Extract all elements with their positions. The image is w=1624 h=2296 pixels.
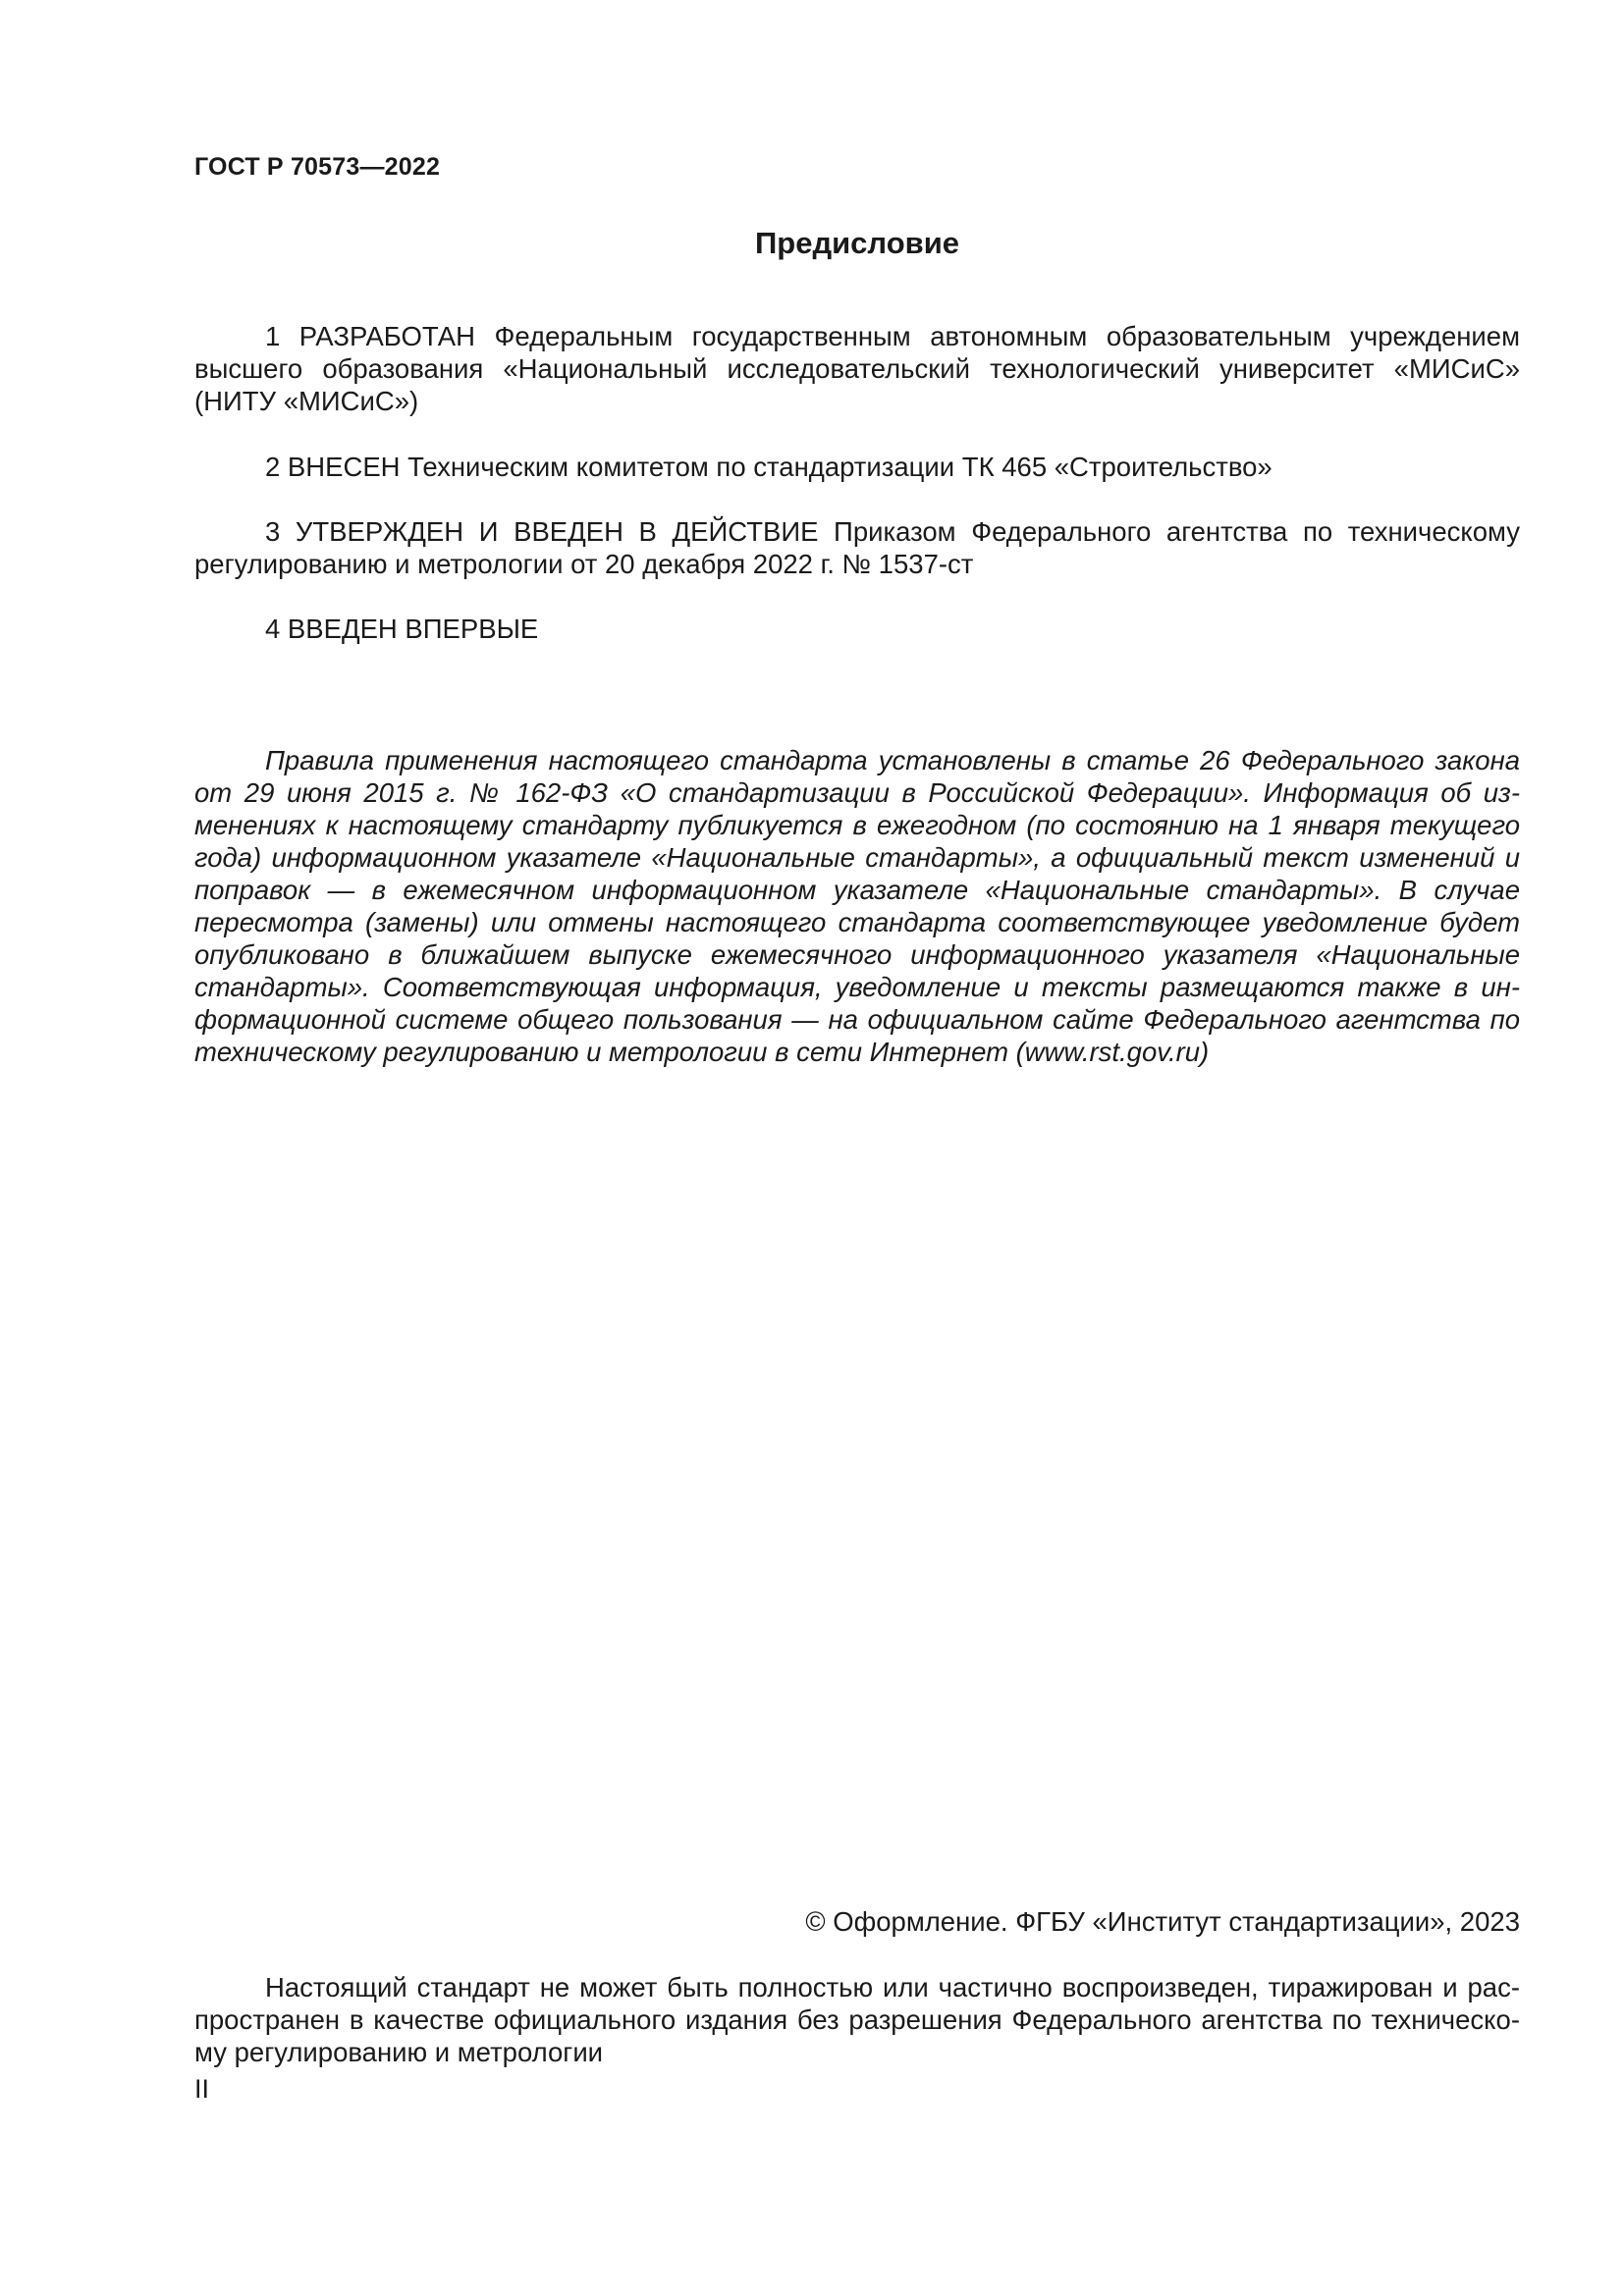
foreword-item-4: 4 ВВЕДЕН ВПЕРВЫЕ [265, 614, 539, 644]
foreword-item-3: 3 УТВЕРЖДЕН И ВВЕДЕН В ДЕЙСТВИЕ Приказом Федерального агентства по техническому регулированию и метрологии от 20 декабря 2022 г. № 1537-ст [194, 516, 1520, 579]
page-number: II [194, 2074, 210, 2104]
standard-code: ГОСТ Р 70573—2022 [194, 153, 441, 181]
reprint-restriction-notice: Настоящий стандарт не может быть полностью или частично воспроизведен, тиражирован и распространен в качестве официального издания без разрешения Федерального агентства по техническому регулированию и метрологии [194, 1972, 1520, 2067]
foreword-item-2: 2 ВНЕСЕН Техническим комитетом по стандартизации ТК 465 «Строительство» [265, 452, 1272, 482]
copyright-line: © Оформление. ФГБУ «Институт стандартизации», 2023 [805, 1906, 1520, 1937]
page-title: Предисловие [754, 226, 959, 260]
application-rules-notice: Правила применения настоящего стандарта установлены в статье 26 Федерального закона от 29 июня 2015 г. № 162-ФЗ «О стандартизации в Российской Федерации». Информация об изменениях к настоящему стандарту публикуется в ежегодном (по состоянию на 1 января текущего года) информационном указателе «Национальные стандарты», а официальный текст изменений и поправок — в ежемесячном информационном указателе «Национальные стандарты». В случае пересмотра (замены) или отмены настоящего стандарта соответствующее уведомление будет опубликовано в ближайшем выпуске ежемесячного информационного указателя «Национальные стандарты». Соответствующая информация, уведомление и тексты размещаются также в информационной системе общего пользования — на официальном сайте Федерального агентства по техническому регулированию и метрологии в сети Интернет (www.rst.gov.ru) [194, 745, 1520, 1067]
foreword-item-1: 1 РАЗРАБОТАН Федеральным государственным автономным образовательным учреждением высшего образования «Национальный исследовательский технологический университет «МИСиС» (НИТУ «МИСиС») [194, 321, 1520, 416]
